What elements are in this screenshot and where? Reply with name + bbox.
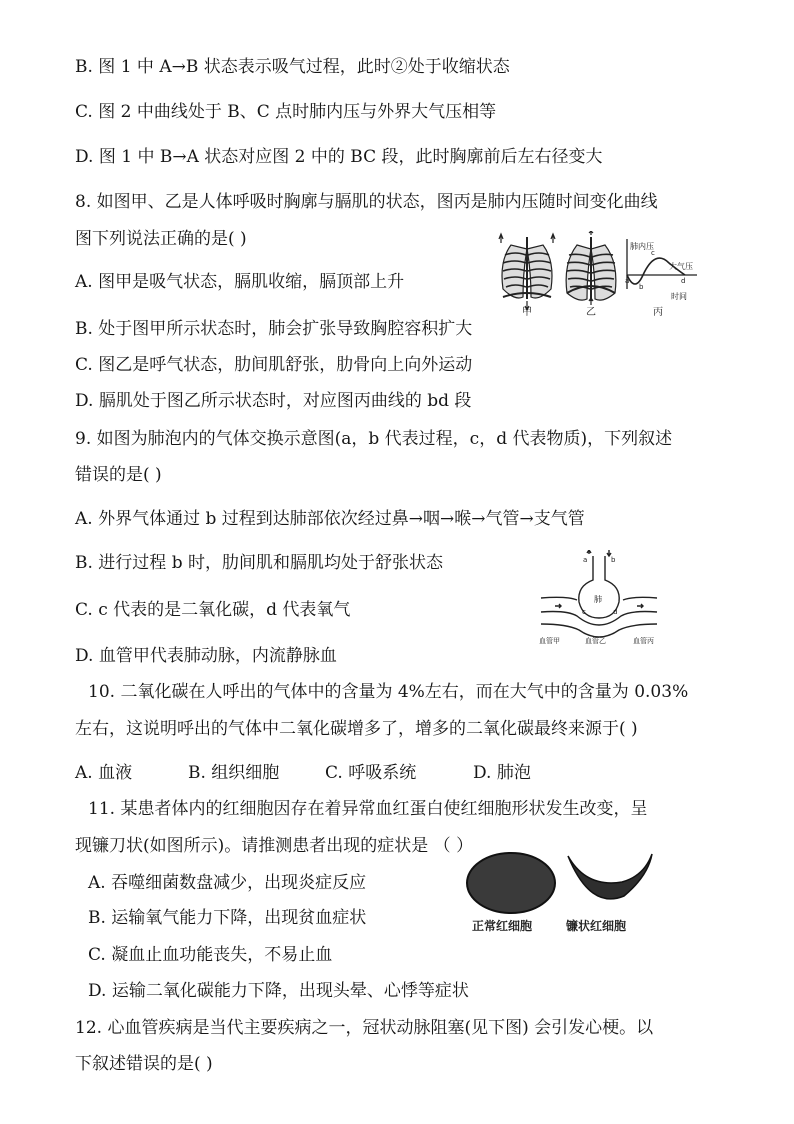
alveolus-diagram xyxy=(541,550,657,637)
q12-stem-line-2: 下叙述错误的是( ) xyxy=(75,1054,213,1074)
q9-option-c: C. c 代表的是二氧化碳，d 代表氧气 xyxy=(75,600,351,620)
q10-option-d: D. 肺泡 xyxy=(473,763,531,783)
q9-option-d: D. 血管甲代表肺动脉，内流静脉血 xyxy=(75,646,337,666)
q11-option-b: B. 运输氧气能力下降，出现贫血症状 xyxy=(88,908,367,928)
q8-figure xyxy=(493,231,701,317)
q7-option-d: D. 图 1 中 B→A 状态对应图 2 中的 BC 段，此时胸廓前后左右径变大 xyxy=(75,147,603,167)
q9-option-a: A. 外界气体通过 b 过程到达肺部依次经过鼻→咽→喉→气管→支气管 xyxy=(75,509,585,529)
q11-stem-line-1: 11. 某患者体内的红细胞因存在着异常血红蛋白使红细胞形状发生改变，呈 xyxy=(88,799,648,819)
q7-option-c: C. 图 2 中曲线处于 B、C 点时肺内压与外界大气压相等 xyxy=(75,102,497,122)
q11-option-d: D. 运输二氧化碳能力下降，出现头晕、心悸等症状 xyxy=(88,981,469,1001)
sickle-cell-label: 镰状红细胞 xyxy=(566,919,627,933)
diagram-point-a: a xyxy=(583,556,588,564)
vessel-yi-label: 血管乙 xyxy=(585,637,606,645)
q10-option-a: A. 血液 xyxy=(75,763,133,783)
q10-stem-line-2: 左右，这说明呼出的气体中二氧化碳增多了，增多的二氧化碳最终来源于( ) xyxy=(75,719,638,739)
q11-option-c: C. 凝血止血功能丧失，不易止血 xyxy=(88,945,333,965)
q10-option-b: B. 组织细胞 xyxy=(188,763,280,783)
q11-figure xyxy=(462,848,662,934)
normal-red-blood-cell-image xyxy=(467,853,555,913)
q8-stem-line-2: 图下列说法正确的是( ) xyxy=(75,229,247,249)
q8-option-b: B. 处于图甲所示状态时，肺会扩张导致胸腔容积扩大 xyxy=(75,319,473,339)
vessel-jia-label: 血管甲 xyxy=(539,637,560,645)
alveolus-label: 肺 xyxy=(594,595,602,604)
fig-label-jia: 甲 xyxy=(522,307,532,317)
diagram-point-c: c xyxy=(582,608,586,616)
graph-point-d: d xyxy=(681,277,686,285)
graph-curve-label: 大气压 xyxy=(669,262,693,271)
graph-point-b: b xyxy=(639,283,644,291)
q11-stem-line-2: 现镰刀状(如图所示)。请推测患者出现的症状是 （ ） xyxy=(75,836,474,856)
normal-cell-label: 正常红细胞 xyxy=(472,919,533,933)
q8-stem-line-1: 8. 如图甲、乙是人体呼吸时胸廓与膈肌的状态，图丙是肺内压随时间变化曲线 xyxy=(75,192,658,212)
q10-stem-line-1: 10. 二氧化碳在人呼出的气体中的含量为 4%左右，而在大气中的含量为 0.03% xyxy=(88,682,689,702)
q10-options xyxy=(75,762,531,784)
q7-option-b: B. 图 1 中 A→B 状态表示吸气过程，此时②处于收缩状态 xyxy=(75,57,510,77)
q9-option-b: B. 进行过程 b 时，肋间肌和膈肌均处于舒张状态 xyxy=(75,553,443,573)
q11-option-a: A. 吞噬细菌数盘减少，出现炎症反应 xyxy=(88,873,367,893)
q8-option-d: D. 膈肌处于图乙所示状态时，对应图丙曲线的 bd 段 xyxy=(75,391,472,411)
graph-point-c: c xyxy=(651,249,655,257)
diagram-point-d: d xyxy=(613,608,618,616)
q9-figure xyxy=(537,550,661,648)
graph-ylabel: 肺内压 xyxy=(630,242,654,251)
q9-stem-line-1: 9. 如图为肺泡内的气体交换示意图(a，b 代表过程，c，d 代表物质)，下列叙述 xyxy=(75,429,673,449)
diagram-point-b: b xyxy=(611,556,616,564)
q8-option-a: A. 图甲是吸气状态，膈肌收缩，膈顶部上升 xyxy=(75,272,405,292)
ribcage-yi-image xyxy=(566,231,616,305)
q10-option-c: C. 呼吸系统 xyxy=(325,763,417,783)
q9-stem-line-2: 错误的是( ) xyxy=(75,465,162,485)
fig-label-yi: 乙 xyxy=(586,307,596,317)
sickle-red-blood-cell-image xyxy=(568,854,652,899)
q8-option-c: C. 图乙是呼气状态，肋间肌舒张，肋骨向上向外运动 xyxy=(75,355,473,375)
ribcage-jia-image xyxy=(499,234,555,310)
fig-label-bing: 丙 xyxy=(653,307,663,317)
graph-xlabel: 时间 xyxy=(671,292,687,301)
graph-point-a: a xyxy=(625,277,630,285)
vessel-bing-label: 血管丙 xyxy=(633,637,654,645)
q12-stem-line-1: 12. 心血管疾病是当代主要疾病之一，冠状动脉阻塞(见下图) 会引发心梗。以 xyxy=(75,1018,654,1038)
